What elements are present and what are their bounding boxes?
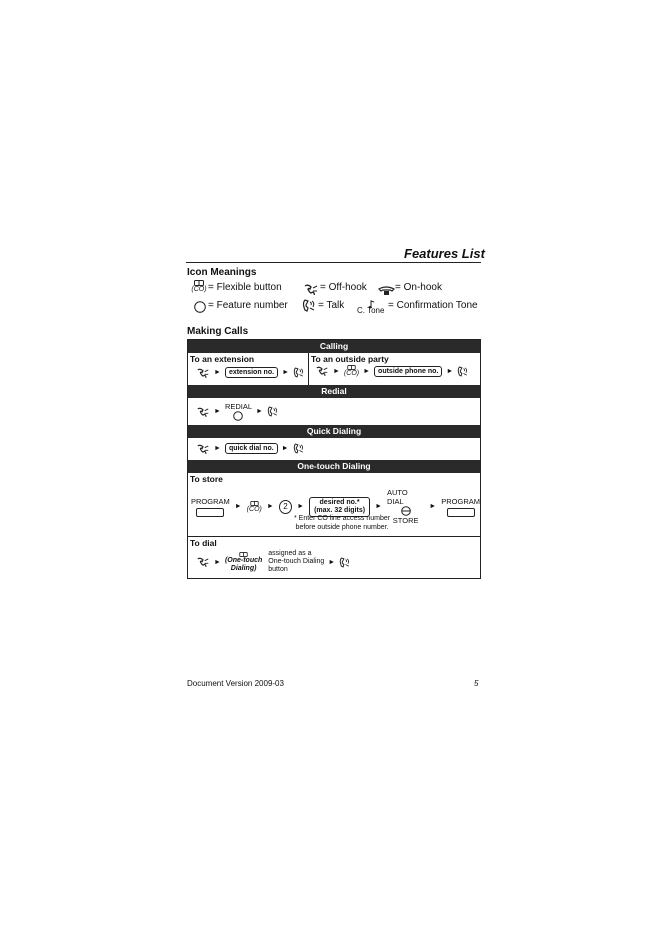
flexible-button-icon [344, 365, 359, 377]
footnote-line2: before outside phone number. [295, 523, 389, 531]
extension-heading: To an extension [190, 354, 255, 364]
flexible-button-label: = Flexible button [208, 282, 282, 293]
outside-number-box: outside phone no. [374, 366, 442, 377]
arrow-icon: ► [214, 408, 221, 415]
to-dial-heading: To dial [190, 538, 217, 548]
desired-number-line2: (max. 32 digits) [314, 506, 366, 514]
arrow-icon: ► [297, 503, 305, 510]
confirmation-tone-label: = Confirmation Tone [388, 300, 478, 311]
talk-icon [302, 299, 318, 317]
arrow-icon: ► [375, 503, 382, 510]
outside-party-steps [315, 365, 470, 377]
quick-dial-number-box: quick dial no. [225, 443, 278, 454]
arrow-icon: ► [363, 367, 371, 375]
to-dial-divider [188, 536, 480, 537]
feature-number-label: = Feature number [208, 300, 288, 311]
to-store-heading: To store [190, 474, 223, 484]
quick-dialing-header: Quick Dialing [188, 425, 480, 438]
flexible-button-icon [191, 280, 207, 293]
talk-icon [457, 366, 470, 377]
store-footnote [294, 515, 390, 532]
on-hook-label: = On-hook [395, 282, 442, 293]
assigned-line2: One-touch Dialing [268, 558, 325, 565]
flexible-co-tag: (CO) [191, 286, 207, 293]
store-label: STORE [392, 516, 419, 525]
program-label: PROGRAM [441, 496, 480, 506]
program-button-icon [447, 508, 475, 517]
program-button-icon [196, 508, 224, 517]
co-tag: (CO) [343, 370, 360, 377]
arrow-icon: ► [328, 558, 336, 566]
desired-number-box [309, 497, 370, 517]
arrow-icon: ► [214, 369, 221, 376]
off-hook-icon [196, 444, 210, 454]
talk-icon [293, 367, 306, 378]
off-hook-icon [196, 368, 210, 378]
calling-header: Calling [188, 340, 480, 353]
arrow-icon: ► [446, 367, 454, 375]
talk-label: = Talk [318, 300, 345, 311]
c-tone-tag: C. Tone [357, 306, 385, 315]
on-hook-icon [378, 283, 395, 301]
footnote-line1: * Enter CO line access number [294, 515, 391, 522]
arrow-icon: ► [256, 408, 263, 415]
one-touch-header: One-touch Dialing [188, 460, 480, 473]
co-tag: (CO) [246, 505, 262, 513]
quick-dialing-steps [196, 443, 306, 454]
program-button-right [441, 497, 480, 517]
arrow-icon: ► [281, 445, 289, 452]
title-rule [186, 262, 481, 263]
redial-steps [196, 402, 280, 421]
feature-number-icon [194, 300, 206, 318]
one-touch-button [225, 552, 262, 573]
flexible-button-icon [247, 501, 262, 513]
off-hook-icon [315, 366, 329, 376]
one-touch-tag-line1: (One-touch [224, 556, 263, 564]
making-calls-heading: Making Calls [187, 326, 249, 337]
desired-number-line1: desired no.* [319, 498, 360, 506]
to-dial-steps [196, 550, 352, 574]
arrow-icon: ► [282, 369, 289, 376]
one-touch-tag-line2: Dialing) [230, 564, 257, 572]
redial-button-icon [233, 411, 243, 421]
extension-steps [196, 367, 306, 378]
page-title: Features List [404, 246, 485, 261]
icon-meanings-heading: Icon Meanings [187, 267, 257, 278]
auto-dial-store-button [387, 488, 424, 525]
redial-button [225, 402, 252, 421]
off-hook-label: = Off-hook [320, 282, 367, 293]
arrow-icon: ► [214, 558, 221, 566]
extension-number-box: extension no. [225, 367, 278, 378]
assigned-note [268, 550, 324, 574]
making-calls-table [187, 339, 481, 579]
outside-party-heading: To an outside party [311, 354, 389, 364]
arrow-icon: ► [234, 503, 242, 510]
arrow-icon: ► [266, 503, 274, 510]
redial-label: REDIAL [224, 402, 253, 411]
auto-dial-icon [401, 506, 411, 516]
program-button-left [191, 497, 230, 517]
talk-icon [339, 557, 352, 568]
program-label: PROGRAM [191, 496, 230, 506]
arrow-icon: ► [214, 445, 221, 452]
page-number: 5 [474, 679, 479, 688]
talk-icon [293, 443, 306, 454]
arrow-icon: ► [333, 367, 340, 375]
auto-dial-label: AUTO DIAL [387, 488, 408, 506]
talk-icon [267, 406, 280, 417]
assigned-line1: assigned as a [268, 550, 312, 557]
document-version: Document Version 2009-03 [187, 679, 284, 688]
calling-divider [308, 353, 309, 385]
digit-circle: 2 [279, 500, 292, 514]
redial-header: Redial [188, 385, 480, 398]
off-hook-icon [196, 407, 210, 417]
assigned-line3: button [268, 566, 288, 573]
arrow-icon: ► [429, 503, 437, 510]
off-hook-icon [196, 557, 210, 567]
off-hook-icon [303, 282, 319, 300]
